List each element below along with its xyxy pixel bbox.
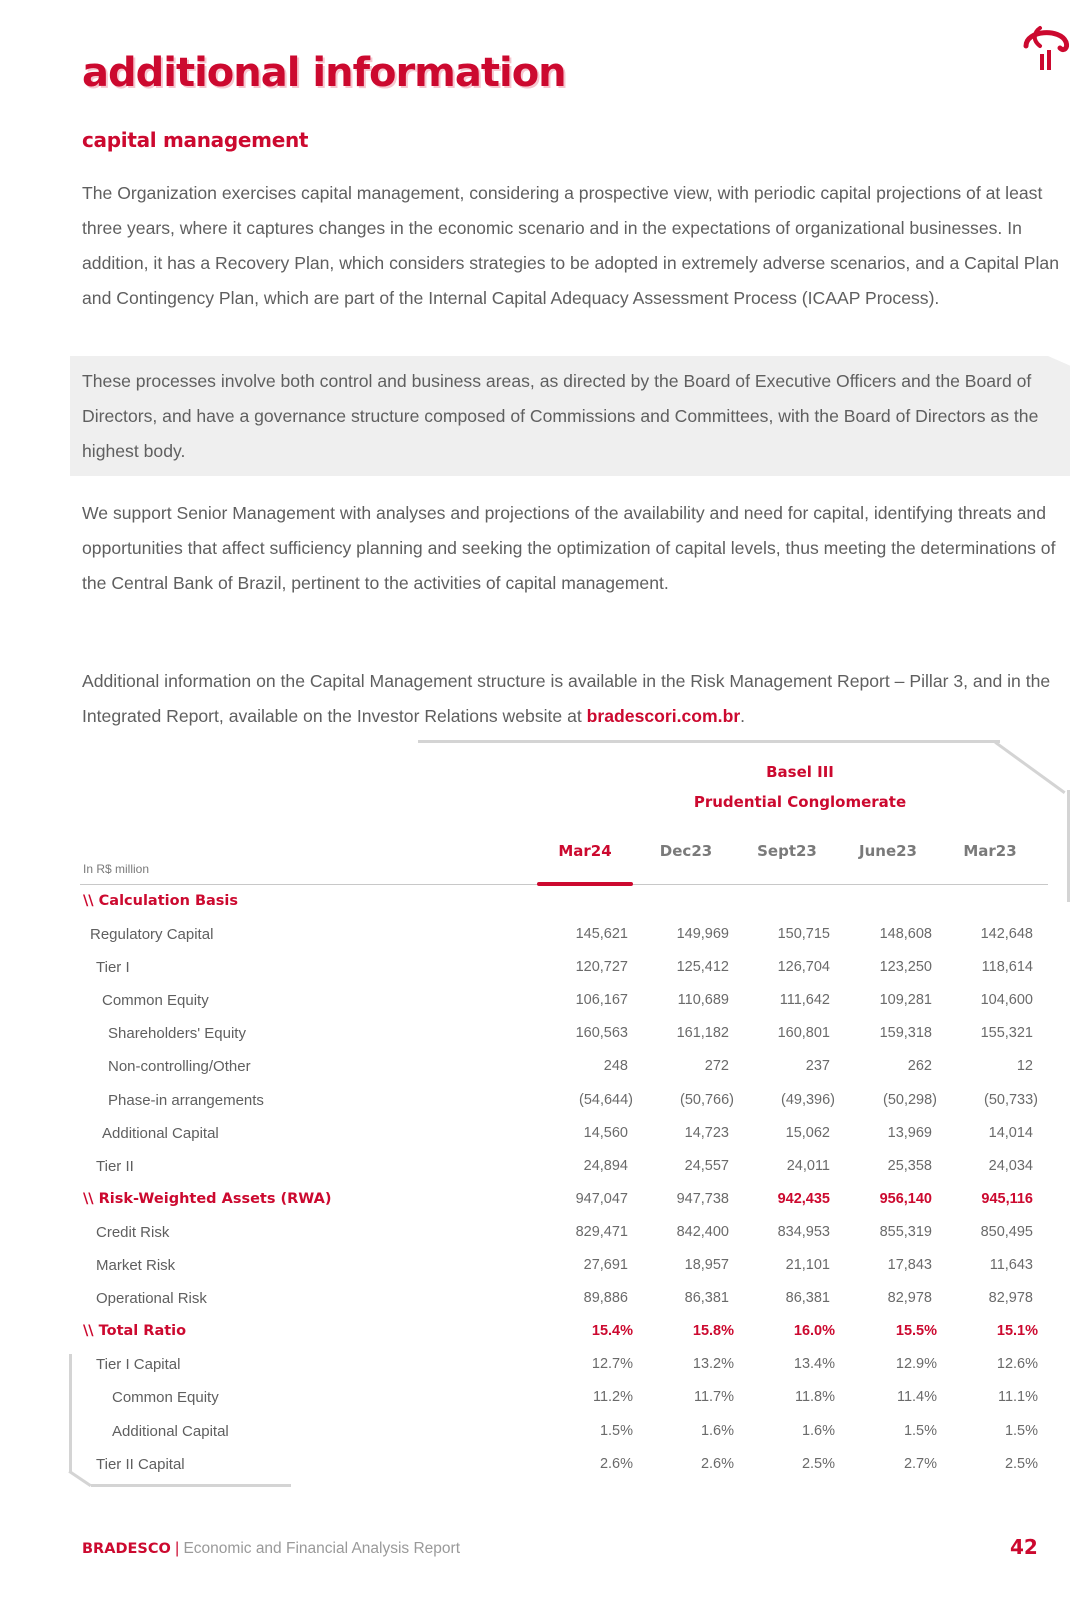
capital-table	[0, 884, 1080, 1480]
cell-value: 24,894	[583, 1157, 628, 1174]
cell-value: 237	[805, 1058, 830, 1075]
frame-line	[418, 740, 1000, 743]
cell-value: 89,886	[583, 1290, 628, 1307]
cell-value: 21,101	[785, 1257, 830, 1274]
row-label: \\ Risk-Weighted Assets (RWA)	[83, 1190, 332, 1207]
unit-label: In R$ million	[83, 862, 150, 876]
cell-value: 15.1%	[996, 1323, 1038, 1340]
table-row	[0, 1083, 1080, 1116]
table-row	[0, 917, 1080, 950]
cell-value: 150,715	[777, 926, 830, 943]
cell-value: (49,396)	[780, 1091, 835, 1108]
paragraph-additional-info-text: Additional information on the Capital Management structure is available in the Risk Management Report – Pillar 3, and in the Integrated Report, available on the Investor Relations website at	[82, 671, 1051, 726]
cell-value: 11.8%	[794, 1389, 835, 1406]
cell-value: 18,957	[684, 1257, 729, 1274]
table-row	[0, 1447, 1080, 1480]
cell-value: 2.5%	[1004, 1455, 1038, 1472]
cell-value: 24,011	[786, 1157, 830, 1174]
cell-value: 13.4%	[793, 1356, 835, 1373]
cell-value: 945,116	[981, 1190, 1033, 1207]
bradesco-logo-icon	[1020, 24, 1072, 74]
cell-value: 942,435	[777, 1190, 830, 1207]
row-label: \\ Calculation Basis	[83, 893, 239, 909]
page-number: 42	[1010, 1535, 1038, 1559]
cell-value: 110,689	[677, 992, 729, 1009]
row-label: Common Equity	[112, 1389, 219, 1407]
cell-value: (50,733)	[983, 1091, 1038, 1108]
table-row	[0, 1215, 1080, 1248]
table-row	[0, 1016, 1080, 1049]
cell-value: 1.6%	[801, 1422, 835, 1439]
table-heading-conglomerate: Prudential Conglomerate	[693, 793, 907, 811]
cell-value: 12.9%	[895, 1356, 937, 1373]
cell-value: 1.5%	[903, 1422, 937, 1439]
cell-value: (50,298)	[882, 1091, 937, 1108]
cell-value: 829,471	[575, 1223, 628, 1240]
cell-value: (54,644)	[578, 1091, 633, 1108]
cell-value: 262	[907, 1058, 932, 1075]
cell-value: 12.6%	[996, 1356, 1038, 1373]
cell-value: 956,140	[879, 1190, 932, 1207]
cell-value: 13,969	[887, 1124, 932, 1141]
cell-value: 2.6%	[700, 1455, 734, 1472]
column-header-mar24: Mar24	[558, 842, 612, 860]
table-row	[0, 1281, 1080, 1314]
cell-value: 148,608	[879, 926, 932, 943]
cell-value: 24,034	[988, 1157, 1033, 1174]
row-label: Regulatory Capital	[90, 926, 214, 944]
cell-value: 1.5%	[599, 1422, 633, 1439]
cell-value: 834,953	[777, 1223, 830, 1240]
column-header-mar23: Mar23	[963, 842, 1017, 860]
investor-relations-link[interactable]: bradescori.com.br	[586, 706, 741, 726]
cell-value: 2.7%	[903, 1455, 937, 1472]
table-row	[0, 1347, 1080, 1380]
table-row	[0, 1182, 1080, 1215]
cell-value: 159,318	[879, 1025, 932, 1042]
row-label: Non-controlling/Other	[108, 1058, 251, 1076]
column-header-june23: June23	[859, 842, 917, 860]
cell-value: 24,557	[684, 1157, 729, 1174]
row-label: Tier II Capital	[96, 1455, 185, 1473]
table-heading-basel: Basel III	[766, 763, 834, 781]
row-label: Operational Risk	[96, 1290, 207, 1308]
cell-value: 842,400	[676, 1223, 729, 1240]
cell-value: 155,321	[980, 1025, 1033, 1042]
cell-value: 855,319	[879, 1223, 932, 1240]
cell-value: 14,723	[684, 1124, 729, 1141]
table-row	[0, 1149, 1080, 1182]
table-row	[0, 1414, 1080, 1447]
table-row	[0, 1248, 1080, 1281]
cell-value: 11,643	[989, 1257, 1033, 1274]
cell-value: 947,738	[676, 1190, 729, 1207]
table-row	[0, 1049, 1080, 1082]
paragraph-senior-management: We support Senior Management with analyses and projections of the availability and need for capital, identifying threats and opportunities that affect sufficiency planning and seeking the optimization of capital levels, thus meeting the determinations of the Central Bank of Brazil, pertinent to the activities of capital management.	[82, 503, 1056, 593]
cell-value: 13.2%	[692, 1356, 734, 1373]
cell-value: 123,250	[879, 959, 932, 976]
cell-value: 149,969	[676, 926, 729, 943]
cell-value: 11.2%	[592, 1389, 633, 1406]
cell-value: 106,167	[575, 992, 628, 1009]
cell-value: 15.5%	[895, 1323, 937, 1340]
cell-value: 272	[704, 1058, 729, 1075]
table-row	[0, 1380, 1080, 1413]
cell-value: 160,563	[575, 1025, 628, 1042]
cell-value: 2.5%	[801, 1455, 835, 1472]
row-label: Common Equity	[102, 992, 209, 1010]
cell-value: 2.6%	[599, 1455, 633, 1472]
cell-value: 109,281	[879, 992, 932, 1009]
row-label: Market Risk	[96, 1257, 176, 1275]
table-row	[0, 983, 1080, 1016]
paragraph-capital-management: The Organization exercises capital management, considering a prospective view, with periodic capital projections of at least three years, where it captures changes in the economic scenario and in the expectations of organizational businesses. In addition, it has a Recovery Plan, which considers strategies to be adopted in extremely adverse scenarios, and a Capital Plan and Contingency Plan, which are part of the Internal Capital Adequacy Assessment Process (ICAAP Process).	[82, 183, 1059, 308]
cell-value: 16.0%	[793, 1323, 835, 1340]
cell-value: 947,047	[575, 1190, 628, 1207]
cell-value: 118,614	[981, 959, 1033, 976]
row-label: \\ Total Ratio	[83, 1323, 187, 1340]
section-title: capital management	[82, 128, 309, 152]
cell-value: 86,381	[684, 1290, 729, 1307]
row-label: Additional Capital	[102, 1124, 219, 1142]
cell-value: 111,642	[779, 992, 830, 1009]
frame-line	[91, 1484, 291, 1487]
row-label: Phase-in arrangements	[108, 1091, 264, 1109]
cell-value: 11.1%	[997, 1389, 1038, 1406]
cell-value: 1.5%	[1004, 1422, 1038, 1439]
cell-value: 17,843	[887, 1257, 932, 1274]
cell-value: 15.8%	[692, 1323, 734, 1340]
cell-value: (50,766)	[679, 1091, 734, 1108]
cell-value: 82,978	[887, 1290, 932, 1307]
cell-value: 14,560	[583, 1124, 628, 1141]
cell-value: 850,495	[980, 1223, 1033, 1240]
table-row	[0, 950, 1080, 983]
footer-brand: BRADESCO	[82, 1541, 171, 1557]
cell-value: 12.7%	[591, 1356, 633, 1373]
cell-value: 160,801	[777, 1025, 830, 1042]
row-label: Tier II	[96, 1157, 134, 1175]
cell-value: 126,704	[777, 959, 830, 976]
cell-value: 15.4%	[591, 1323, 633, 1340]
cell-value: 248	[603, 1058, 628, 1075]
table-row	[0, 1314, 1080, 1347]
paragraph-additional-info	[82, 664, 1062, 734]
cell-value: 11.4%	[896, 1389, 937, 1406]
row-label: Additional Capital	[112, 1422, 229, 1440]
cell-value: 15,062	[785, 1124, 830, 1141]
cell-value: 86,381	[785, 1290, 830, 1307]
row-label: Credit Risk	[96, 1223, 170, 1241]
cell-value: 1.6%	[700, 1422, 734, 1439]
cell-value: 12	[1016, 1058, 1033, 1075]
column-header-dec23: Dec23	[659, 842, 713, 860]
cell-value: 125,412	[676, 959, 729, 976]
footer	[82, 1540, 460, 1558]
cell-value: 25,358	[887, 1157, 932, 1174]
cell-value: 82,978	[988, 1290, 1033, 1307]
row-label: Tier I	[96, 959, 130, 977]
row-label: Shareholders' Equity	[108, 1025, 246, 1043]
footer-report-name: Economic and Financial Analysis Report	[183, 1540, 461, 1557]
cell-value: 14,014	[988, 1124, 1033, 1141]
table-row	[0, 1116, 1080, 1149]
cell-value: 27,691	[583, 1257, 628, 1274]
paragraph-governance: These processes involve both control and business areas, as directed by the Board of Executive Officers and the Board of Directors, and have a governance structure composed of Commissions and Committees, with the Board of Directors as the highest body.	[82, 371, 1039, 461]
cell-value: 145,621	[575, 926, 628, 943]
cell-value: 142,648	[980, 926, 1033, 943]
cell-value: 104,600	[980, 992, 1033, 1009]
table-row	[0, 884, 1080, 917]
cell-value: 11.7%	[693, 1389, 734, 1406]
cell-value: 161,182	[676, 1025, 729, 1042]
footer-separator: |	[175, 1540, 180, 1557]
page-title: additional information	[82, 50, 566, 96]
column-header-sept23: Sept23	[757, 842, 817, 860]
cell-value: 120,727	[575, 959, 628, 976]
paragraph-end: .	[740, 706, 746, 726]
row-label: Tier I Capital	[96, 1356, 181, 1374]
